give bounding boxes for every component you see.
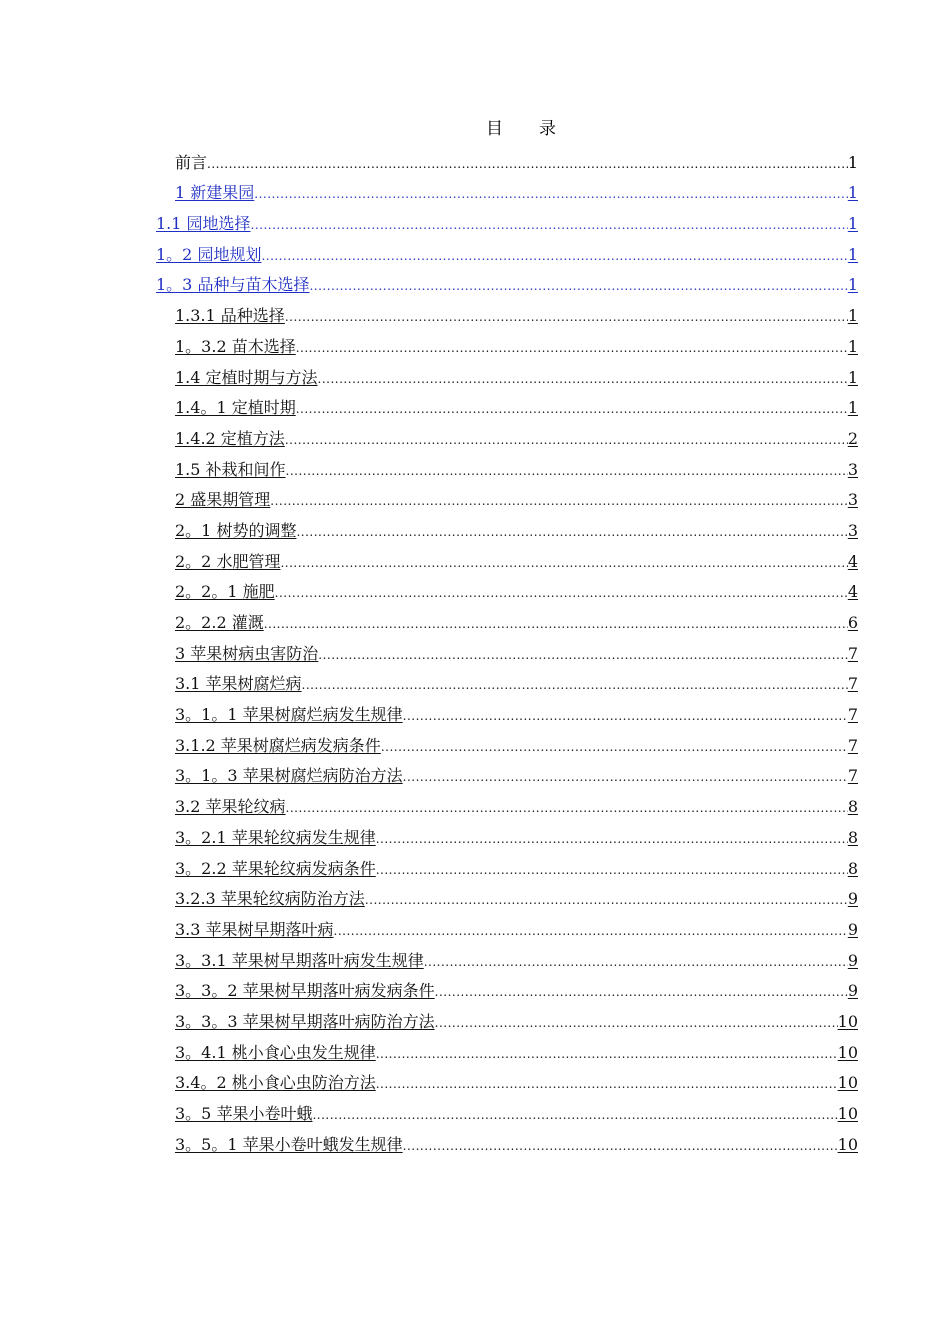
toc-entry-label: 3.2.3 苹果轮纹病防治方法 [175,889,365,909]
toc-entry-page-number: 1 [847,183,858,203]
toc-entry-label: 3.3 苹果树早期落叶病 [175,919,334,939]
toc-leader-dots [285,434,848,446]
toc-leader-dots [403,771,848,783]
toc-entry-link[interactable] [175,1104,858,1127]
toc-entry-page-number: 8 [847,858,858,878]
toc-entry-link[interactable] [175,920,858,943]
toc-entry-link[interactable] [175,951,858,974]
toc-entry-page-number: 1 [847,398,858,418]
toc-entry-label: 3。5 苹果小卷叶蛾 [175,1104,313,1123]
toc-leader-dots [270,495,848,507]
toc-entry-label: 1。3 品种与苗木选择 [156,275,310,295]
toc-entry-label: 1。3.2 苗木选择 [175,336,296,356]
toc-entry-label: 3.1 苹果树腐烂病 [175,674,302,694]
toc-entry[interactable] [0,360,950,391]
toc-entry-link[interactable] [175,981,858,1004]
toc-leader-dots [280,557,847,569]
toc-entry-link[interactable] [156,214,858,237]
toc-entry[interactable] [0,1066,950,1097]
toc-entry[interactable] [0,575,950,606]
toc-entry-link[interactable] [175,183,858,206]
toc-entry[interactable] [0,513,950,544]
toc-entry-page-number: 1 [847,152,858,172]
toc-leader-dots [424,956,848,968]
toc-entry-page-number: 1 [847,214,858,234]
toc-list [0,145,950,1158]
toc-entry-link[interactable] [156,245,858,268]
toc-entry-page-number: 1 [847,336,858,356]
toc-entry-page-number: 7 [847,766,858,786]
toc-leader-dots [381,741,848,753]
toc-entry-page-number: 1 [847,367,858,387]
toc-entry-label: 1.4。1 定植时期 [175,398,296,418]
toc-entry-label: 2。2。1 施肥 [175,582,275,602]
toc-entry-link[interactable] [175,613,858,636]
toc-entry-label: 3。3.1 苹果树早期落叶病发生规律 [175,950,424,970]
toc-entry-page-number: 10 [837,1073,858,1093]
toc-leader-dots [286,465,848,477]
toc-entry-link[interactable] [175,490,858,513]
toc-entry-label: 1.3.1 品种选择 [175,306,285,326]
toc-entry-link[interactable] [175,153,858,176]
toc-leader-dots [207,158,848,170]
toc-entry-page-number: 3 [847,520,858,540]
toc-entry-label: 3。1。1 苹果树腐烂病发生规律 [175,705,403,725]
toc-entry-link[interactable] [175,429,858,452]
toc-entry-page-number: 9 [847,889,858,909]
toc-entry-link[interactable] [175,306,858,329]
toc-entry-page-number: 2 [847,428,858,448]
toc-entry[interactable] [0,974,950,1005]
toc-entry-link[interactable] [175,828,858,851]
toc-entry-label: 3.2 苹果轮纹病 [175,797,286,817]
toc-entry-page-number: 10 [837,1042,858,1062]
toc-entry-label: 2 盛果期管理 [175,490,271,510]
toc-entry-link[interactable] [175,337,858,360]
toc-entry[interactable] [0,636,950,667]
toc-entry[interactable] [0,667,950,698]
toc-entry[interactable] [0,483,950,514]
toc-entry[interactable] [0,1096,950,1127]
toc-leader-dots [376,1078,838,1090]
toc-leader-dots [261,250,847,262]
toc-entry[interactable] [0,851,950,882]
toc-entry-page-number: 8 [847,797,858,817]
toc-entry-link[interactable] [175,797,858,820]
toc-entry-link[interactable] [175,674,858,697]
toc-entry-link[interactable] [175,705,858,728]
toc-entry-link[interactable] [175,1135,858,1158]
toc-entry-label: 前言 [175,152,208,172]
toc-entry[interactable] [0,544,950,575]
toc-entry-label: 1.4.2 定植方法 [175,428,285,448]
toc-leader-dots [309,280,847,292]
toc-leader-dots [254,188,848,200]
toc-entry-page-number: 3 [847,490,858,510]
toc-entry[interactable] [0,1004,950,1035]
toc-entry-link[interactable] [175,368,858,391]
toc-entry-link[interactable] [175,1012,858,1035]
toc-entry-page-number: 4 [847,582,858,602]
toc-entry-link[interactable] [175,766,858,789]
toc-entry-link[interactable] [175,889,858,912]
toc-entry[interactable] [0,145,950,176]
toc-leader-dots [296,342,848,354]
toc-entry-label: 3。2.1 苹果轮纹病发生规律 [175,827,376,847]
toc-entry[interactable] [0,728,950,759]
toc-entry[interactable] [0,237,950,268]
toc-entry-link[interactable] [175,398,858,421]
toc-entry-page-number: 4 [847,551,858,571]
toc-entry[interactable] [0,452,950,483]
toc-entry-label: 2。1 树势的调整 [175,520,297,540]
toc-entry[interactable] [0,697,950,728]
toc-entry-page-number: 1 [847,244,858,264]
toc-entry-page-number: 10 [837,1104,858,1123]
toc-leader-dots [285,311,848,323]
toc-title [0,114,950,139]
toc-entry-page-number: 7 [847,674,858,694]
toc-entry-link[interactable] [175,460,858,483]
toc-leader-dots [318,649,848,661]
toc-entry-label: 2。2.2 灌溉 [175,613,264,632]
toc-entry-label: 3。3。2 苹果树早期落叶病发病条件 [175,981,435,1001]
toc-entry-page-number: 9 [847,981,858,1001]
toc-leader-dots [435,986,848,998]
toc-entry-label: 3。2.2 苹果轮纹病发病条件 [175,858,376,878]
toc-entry-page-number: 10 [837,1134,858,1154]
toc-entry[interactable] [0,391,950,422]
toc-leader-dots [376,1048,838,1060]
toc-entry[interactable] [0,882,950,913]
toc-leader-dots [296,403,848,415]
toc-entry-label: 3。5。1 苹果小卷叶蛾发生规律 [175,1134,403,1154]
toc-entry[interactable] [0,1127,950,1158]
toc-entry-page-number: 1 [847,306,858,326]
toc-entry[interactable] [0,943,950,974]
toc-entry-label: 2。2 水肥管理 [175,551,281,571]
toc-entry-label: 3.1.2 苹果树腐烂病发病条件 [175,735,381,755]
toc-entry-label: 1.1 园地选择 [156,214,251,234]
toc-entry-page-number: 8 [847,827,858,847]
toc-entry-page-number: 9 [847,919,858,939]
toc-title-left: 目 [486,119,503,139]
toc-entry-page-number: 7 [847,735,858,755]
toc-entry[interactable] [0,206,950,237]
toc-leader-dots [251,219,848,231]
toc-entry[interactable] [0,268,950,299]
toc-entry-label: 3。1。3 苹果树腐烂病防治方法 [175,766,403,786]
toc-entry-link[interactable] [175,859,858,882]
toc-entry-page-number: 6 [847,613,858,632]
toc-title-right: 录 [539,119,556,139]
toc-entry[interactable] [0,789,950,820]
toc-entry-label: 3.4。2 桃小食心虫防治方法 [175,1073,376,1093]
toc-entry[interactable] [0,605,950,636]
toc-leader-dots [365,894,848,906]
toc-leader-dots [302,679,848,691]
toc-entry-link[interactable] [175,521,858,544]
toc-entry[interactable] [0,820,950,851]
toc-entry-page-number: 7 [847,643,858,663]
toc-entry-label: 1.4 定植时期与方法 [175,367,318,387]
toc-leader-dots [403,710,848,722]
toc-entry[interactable] [0,421,950,452]
toc-entry-label: 1。2 园地规划 [156,244,262,264]
toc-entry-link[interactable] [175,582,858,605]
toc-entry-label: 3。3。3 苹果树早期落叶病防治方法 [175,1011,435,1031]
toc-leader-dots [264,618,848,630]
toc-leader-dots [334,925,848,937]
toc-entry[interactable] [0,1035,950,1066]
toc-entry-link[interactable] [175,1043,858,1066]
toc-entry-link[interactable] [175,644,858,667]
toc-leader-dots [275,587,848,599]
toc-leader-dots [376,864,848,876]
toc-entry-page-number: 3 [847,459,858,479]
toc-leader-dots [312,1109,837,1121]
toc-entry-page-number: 10 [837,1011,858,1031]
toc-entry[interactable] [0,176,950,207]
toc-entry-label: 3。4.1 桃小食心虫发生规律 [175,1042,376,1062]
toc-leader-dots [296,526,847,538]
toc-entry[interactable] [0,912,950,943]
toc-entry-link[interactable] [175,552,858,575]
toc-leader-dots [286,802,848,814]
toc-entry[interactable] [0,298,950,329]
toc-entry-link[interactable] [175,736,858,759]
toc-entry-page-number: 9 [847,950,858,970]
toc-leader-dots [318,373,848,385]
toc-entry-label: 1 新建果园 [175,183,255,203]
toc-entry[interactable] [0,329,950,360]
toc-entry-label: 1.5 补栽和间作 [175,459,286,479]
toc-entry-link[interactable] [175,1073,858,1096]
toc-leader-dots [435,1017,838,1029]
toc-leader-dots [376,833,848,845]
toc-entry-page-number: 1 [847,275,858,295]
toc-entry-page-number: 7 [847,705,858,725]
toc-entry-label: 3 苹果树病虫害防治 [175,643,319,663]
toc-entry[interactable] [0,759,950,790]
toc-entry-link[interactable] [156,275,858,298]
toc-leader-dots [403,1140,838,1152]
